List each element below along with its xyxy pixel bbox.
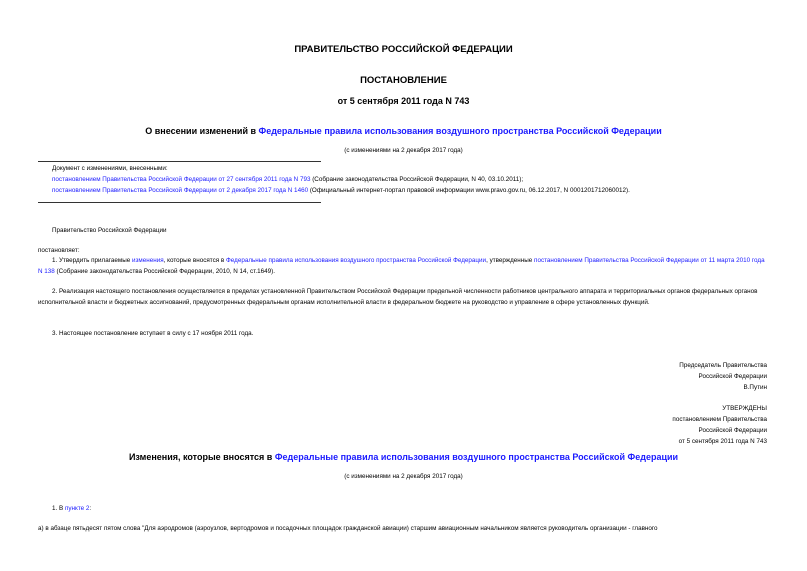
p1-text-a: 1. Утвердить прилагаемые: [52, 257, 132, 264]
approved-line: Российской Федерации: [698, 427, 767, 434]
amendment-item: [52, 185, 792, 196]
revision-note: (с изменениями на 2 декабря 2017 года): [344, 147, 463, 154]
document-type: ПОСТАНОВЛЕНИЕ: [360, 75, 447, 86]
changes-item-1: [52, 503, 91, 514]
amendment-item: [52, 174, 792, 185]
approved-line: УТВЕРЖДЕНЫ: [722, 405, 767, 412]
item1-prefix: 1. В: [52, 505, 65, 512]
paragraph-2: 2. Реализация настоящего постановления осуществляется в пределах установленной Правительством Российской Федерации предельной численности работников центрального аппарата и территориальных органов федеральных органов исполнительной власти и бюджетных ассигнований, предусмотренных федеральным органам исполнительной власти в федеральном бюджете на руководство и управление в сфере установленных функций.: [38, 288, 758, 306]
document-title: [0, 126, 807, 136]
paragraph-1: [38, 255, 768, 277]
signature-block: [467, 360, 767, 393]
p1-link-changes[interactable]: изменения: [132, 257, 164, 264]
p1-link-decree[interactable]: постановлением Правительства Российской Федерации от 11 марта 2010 года N 138: [38, 257, 765, 275]
item1-link[interactable]: пункте 2: [64, 505, 90, 512]
item1-suffix: :: [89, 505, 92, 512]
approved-line: от 5 сентября 2011 года N 743: [678, 438, 767, 445]
title-link[interactable]: Федеральные правила использования воздушного пространства Российской Федерации: [258, 126, 662, 136]
amendment-link-2[interactable]: постановлением Правительства Российской Федерации от 2 декабря 2017 года N 1460: [52, 187, 309, 194]
p1-text-d: (Собрание законодательства Российской Федерации, 2010, N 14, ст.1649).: [54, 268, 275, 275]
changes-item-a: а) в абзаце пятьдесят пятом слова "Для аэродромов (аэроузлов, вертодромов и посадочных площадок гражданской авиации) старшим авиационным начальником является руководитель организации - главного: [38, 525, 658, 532]
changes-title-prefix: Изменения, которые вносятся в: [128, 452, 275, 462]
changes-title-link[interactable]: Федеральные правила использования воздушного пространства Российской Федерации: [274, 452, 679, 462]
changes-title: [0, 452, 807, 462]
approved-line: постановлением Правительства: [672, 416, 767, 423]
changes-revision-note: (с изменениями на 2 декабря 2017 года): [344, 473, 463, 480]
p1-text-b: , которые вносятся в: [163, 257, 227, 264]
p1-link-rules[interactable]: Федеральные правила использования воздушного пространства Российской Федерации: [226, 257, 487, 264]
approved-block: [467, 403, 767, 447]
signature-line: Председатель Правительства: [679, 362, 767, 369]
title-prefix: О внесении изменений в: [145, 126, 259, 136]
signature-line: Российской Федерации: [698, 373, 767, 380]
p1-text-c: , утвержденные: [486, 257, 535, 264]
divider-bottom: [38, 202, 321, 203]
divider-top: [38, 161, 321, 162]
amendment-source-2: (Официальный интернет-портал правовой информации www.pravo.gov.ru, 06.12.2017, N 0001201712060012).: [308, 187, 630, 194]
signature-name: В.Путин: [743, 384, 767, 391]
amendments-intro: Документ с изменениями, внесенными:: [52, 165, 168, 172]
amendment-source-1: (Собрание законодательства Российской Федерации, N 40, 03.10.2011);: [310, 176, 524, 183]
government-heading: ПРАВИТЕЛЬСТВО РОССИЙСКОЙ ФЕДЕРАЦИИ: [294, 44, 513, 55]
document-date-number: от 5 сентября 2011 года N 743: [337, 96, 470, 106]
paragraph-3: 3. Настоящее постановление вступает в силу с 17 ноября 2011 года.: [52, 330, 254, 337]
amendment-link-1[interactable]: постановлением Правительства Российской Федерации от 27 сентября 2011 года N 793: [52, 176, 311, 183]
decides-line: постановляет:: [38, 247, 80, 254]
amendments-box: [52, 163, 792, 196]
government-line: Правительство Российской Федерации: [52, 227, 167, 234]
